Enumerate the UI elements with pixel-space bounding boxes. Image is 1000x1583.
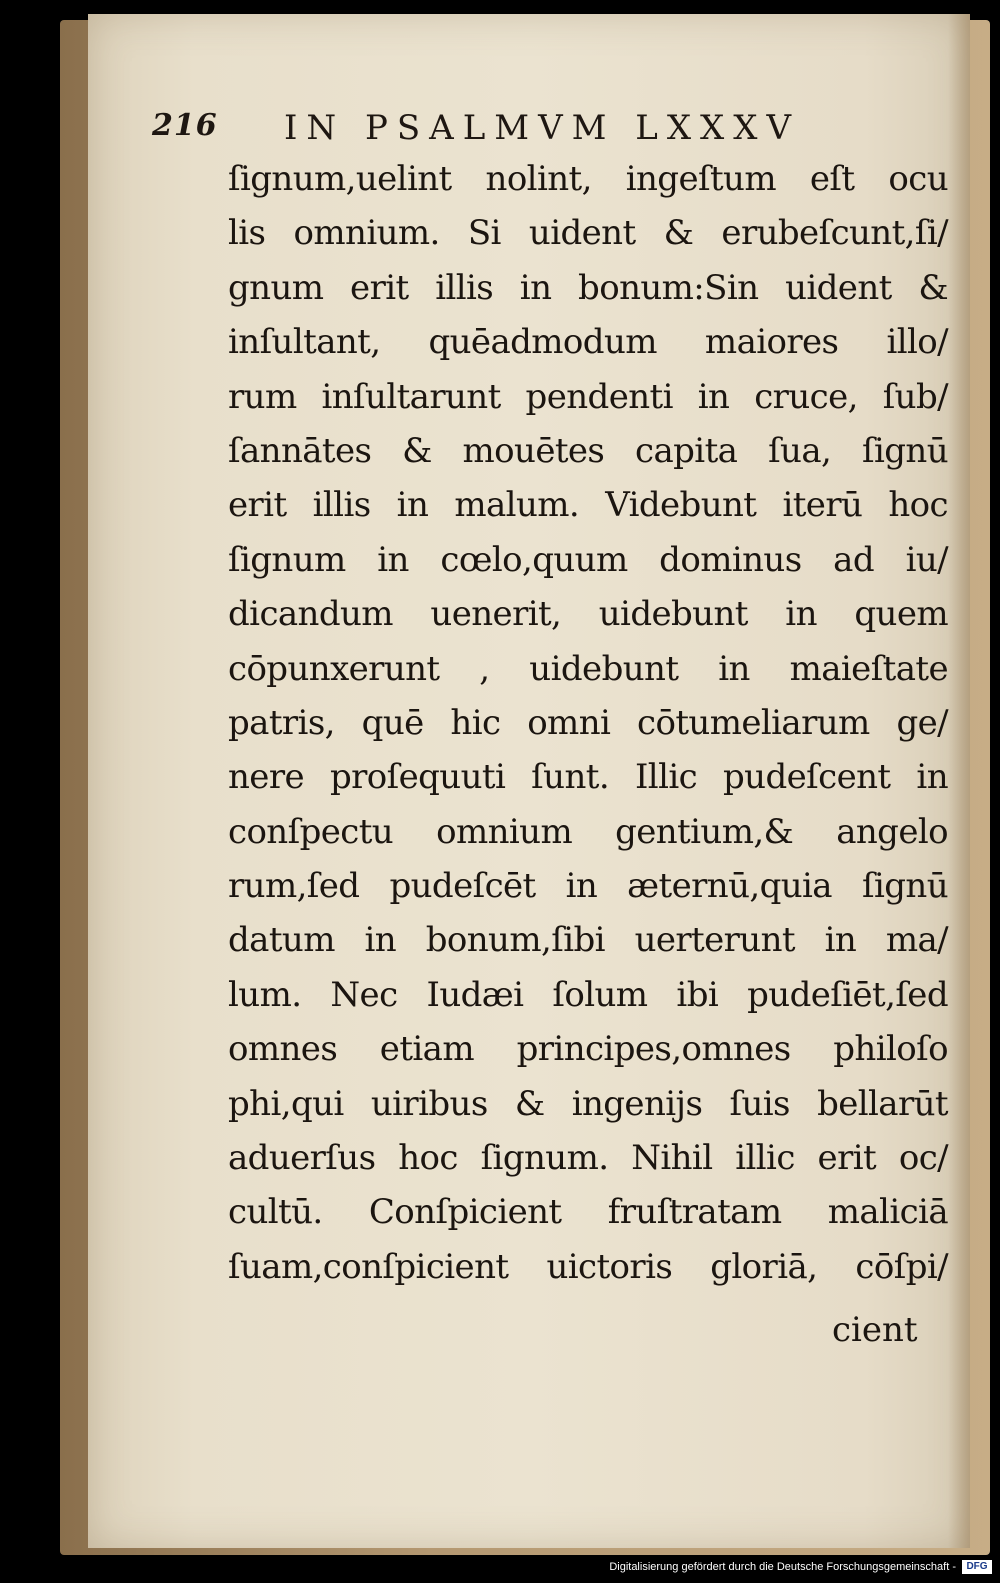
- text-line: cōpunxerunt , uidebunt in maieſtate: [228, 648, 948, 689]
- catchword: cient: [832, 1310, 918, 1350]
- text-line: nere proſequuti ſunt. Illic pudeſcent in: [228, 757, 948, 798]
- text-line: cultū. Conſpicient fruſtratam maliciā: [228, 1192, 948, 1233]
- body-text: [228, 152, 948, 1294]
- text-line: ſignum,uelint nolint, ingeſtum eſt ocu: [228, 159, 948, 199]
- page-number: 216: [152, 108, 218, 143]
- page-gutter-shadow: [948, 14, 970, 1548]
- text-line: rum,ſed pudeſcēt in æternū,quia ſignū: [228, 866, 948, 907]
- text-line: datum in bonum,ſibi uerterunt in ma/: [228, 920, 948, 961]
- text-line: aduerſus hoc ſignum. Nihil illic erit oc/: [228, 1138, 948, 1179]
- text-line: dicandum uenerit, uidebunt in quem: [228, 594, 948, 635]
- text-line: inſultant, quēadmodum maiores illo/: [228, 322, 948, 363]
- text-line: omnes etiam principes,omnes philoſo: [228, 1029, 948, 1070]
- text-line: rum inſultarunt pendenti in cruce, ſub/: [228, 376, 948, 417]
- text-line: phi,qui uiribus & ingenijs ſuis bellarūt: [228, 1083, 948, 1124]
- text-line: gnum erit illis in bonum:Sin uident &: [228, 267, 948, 308]
- text-line: ſignum in cœlo,quum dominus ad iu/: [228, 539, 948, 580]
- text-line: lum. Nec Iudæi ſolum ibi pudeſiēt,ſed: [228, 974, 948, 1015]
- text-line: ſuam,conſpicient uictoris gloriā, cōſpi/: [228, 1246, 948, 1287]
- running-title: IN PSALMVM LXXXV: [284, 108, 801, 148]
- text-line: patris, quē hic omni cōtumeliarum ge/: [228, 702, 948, 743]
- dfg-logo: DFG: [962, 1560, 992, 1574]
- page-header: [152, 108, 872, 148]
- text-line: conſpectu omnium gentium,& angelo: [228, 811, 948, 852]
- text-line: lis omnium. Si uident & erubeſcunt,ſi/: [228, 213, 948, 254]
- digitization-credit: Digitalisierung gefördert durch die Deutsche Forschungsgemeinschaft -: [609, 1561, 956, 1573]
- text-line: ſannātes & mouētes capita ſua, ſignū: [228, 430, 948, 471]
- text-line: erit illis in malum. Videbunt iterū hoc: [228, 485, 948, 526]
